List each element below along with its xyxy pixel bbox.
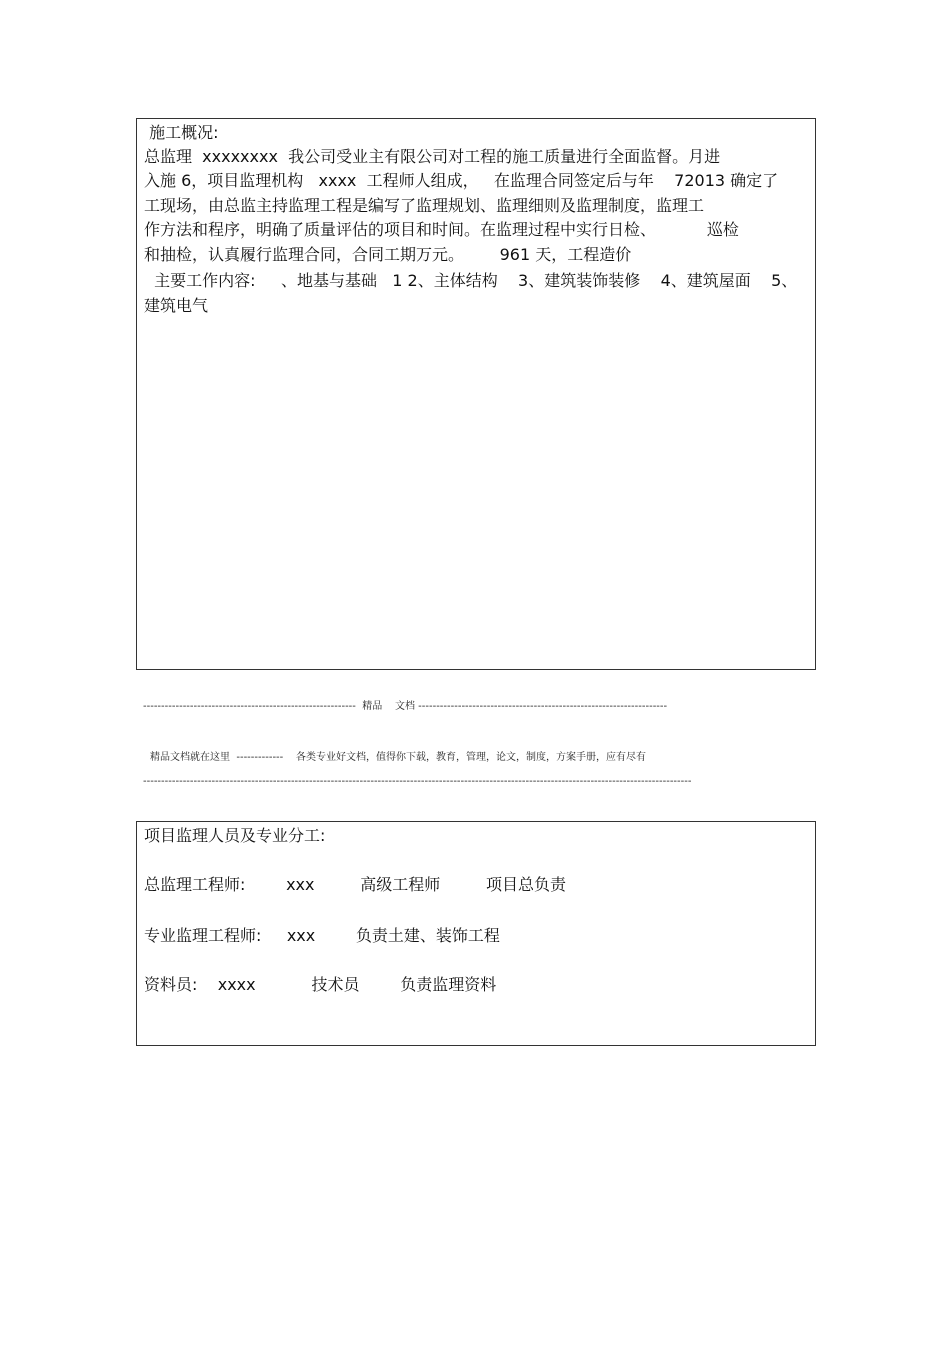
work-content-line: 主要工作内容: 、地基与基础 1 2、主体结构 3、建筑装饰装修 4、建筑屋面 5、 [144, 271, 798, 290]
staff-row-specialist: 专业监理工程师: xxx 负责土建、装饰工程 [144, 926, 500, 945]
staff-row-documents: 资料员: xxxx 技术员 负责监理资料 [144, 975, 497, 994]
overview-line-1: 总监理 xxxxxxxx 我公司受业主有限公司对工程的施工质量进行全面监督。月进 [144, 147, 721, 166]
work-content-line-2: 建筑电气 [144, 296, 209, 315]
overview-line-5: 和抽检，认真履行监理合同，合同工期万元。 961 天，工程造价 [144, 245, 632, 264]
overview-line-3: 工现场，由总监主持监理工程是编写了监理规划、监理细则及监理制度，监理工 [144, 196, 705, 215]
overview-heading: 施工概况: [144, 123, 219, 142]
construction-overview-box [136, 118, 816, 670]
staff-row-chief: 总监理工程师: xxx 高级工程师 项目总负责 [144, 875, 567, 894]
separator-top: ----------------------------------------------------------- 精品 文档 --------------------------------------------------------------------- [143, 701, 668, 712]
overview-line-2: 入施 6，项目监理机构 xxxx 工程师人组成， 在监理合同签定后与年 72013 确定了 [144, 171, 779, 190]
separator-promo-text: 精品文档就在这里 ------------- 各类专业好文档，值得你下载，教育，管理，论文，制度，方案手册，应有尽有 [150, 752, 646, 763]
supervision-staff-box [136, 821, 816, 1046]
separator-bottom: -------------------------------------------------------------------------------------------------------------------------------------------------------- [143, 776, 692, 787]
staff-heading: 项目监理人员及专业分工: [144, 826, 326, 845]
overview-line-4: 作方法和程序，明确了质量评估的项目和时间。在监理过程中实行日检、 巡检 [144, 220, 739, 239]
